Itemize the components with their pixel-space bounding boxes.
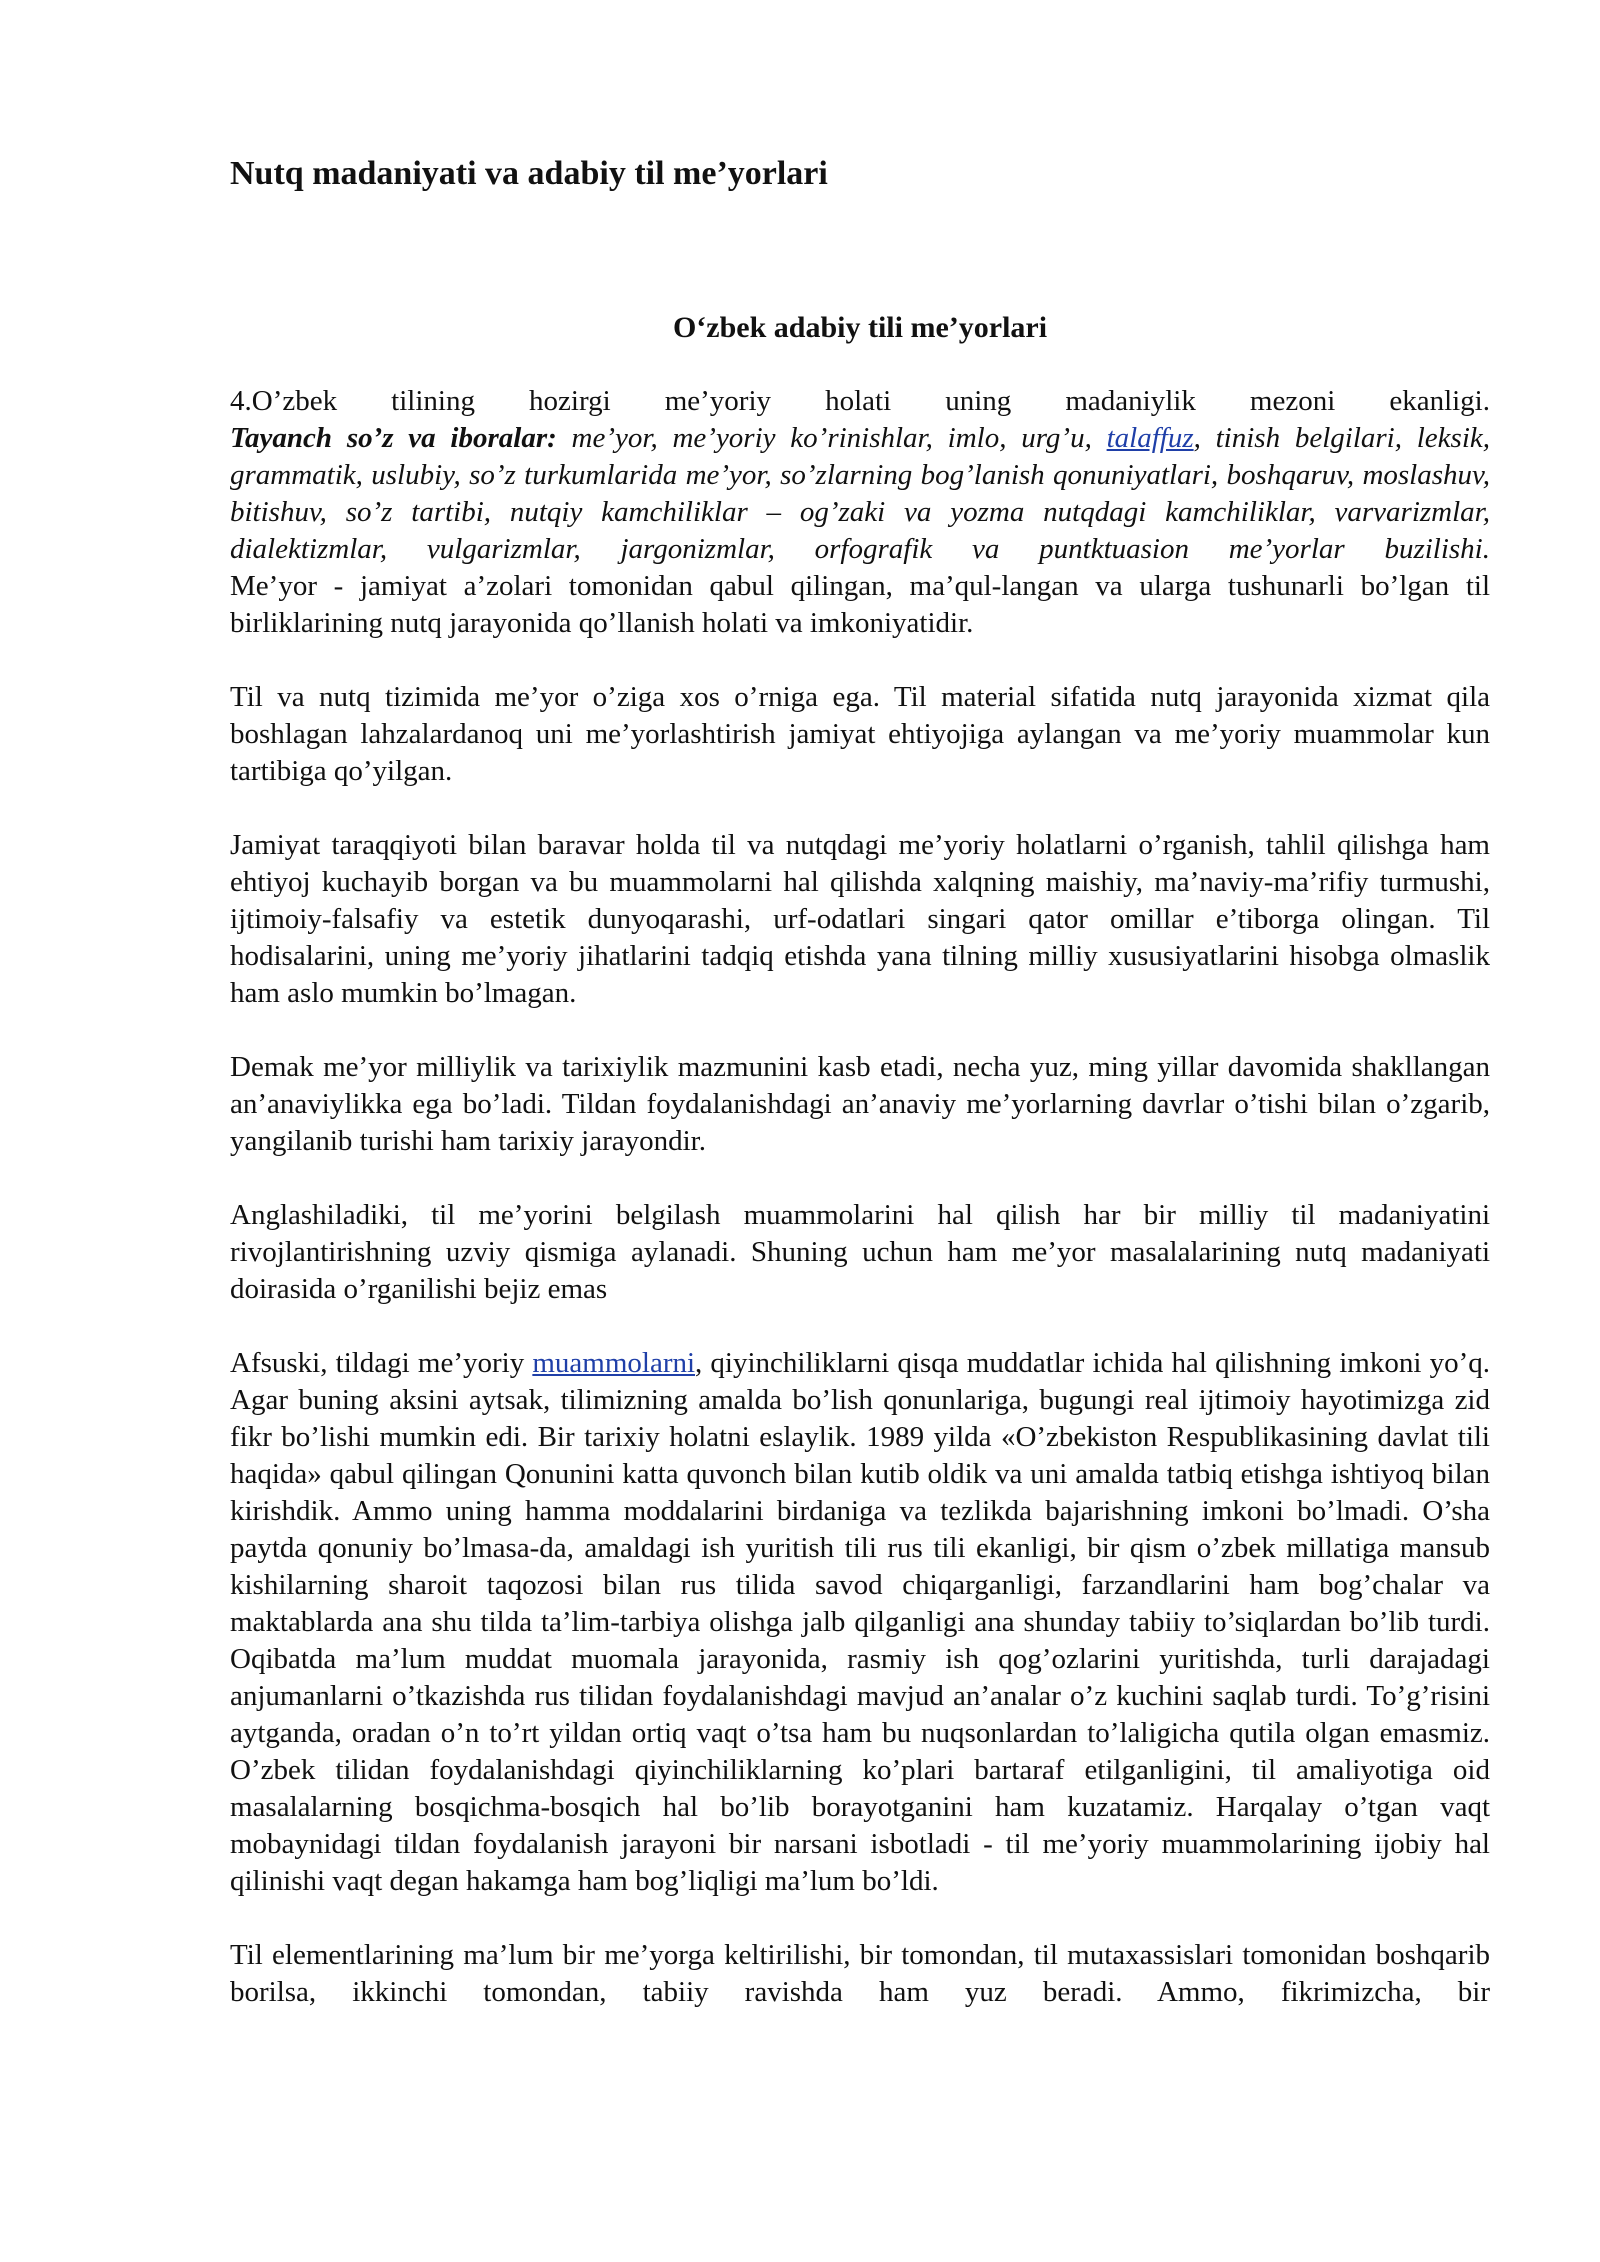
document-title: Nutq madaniyati va adabiy til me’yorlari [230, 155, 828, 192]
keywords-text-start: me’yor, me’yoriy ko’rinishlar, imlo, urg’u, [556, 422, 1107, 454]
afsuski-text-start: Afsuski, tildagi me’yoriy [230, 1347, 533, 1379]
muammolarni-link[interactable]: muammolarni [532, 1347, 696, 1379]
afsuski-text-end: , qiyinchiliklarni qisqa muddatlar ichida hal qilishning imkoni yo’q. Agar buning aksini aytsak, tilimizning amalda bo’lish qonunlariga, bugungi real ijtimoiy hayotimizga zid fikr bo’lishi mumkin edi. Bir tarixiy holatni eslaylik. 1989 yilda «O’zbekiston Respublikasining davlat tili haqida» qabul qilingan Qonunini katta quvonch bilan kutib oldik va uni amalda tatbiq etishga ishtiyoq bilan kirishdik. Ammo uning hamma moddalarini birdaniga va tezlikda bajarishning imkoni bo’lmadi. O’sha paytda qonuniy bo’lmasa-da, amaldagi ish yuritish tili rus tili ekanligi, bir qism o’zbek millatiga mansub kishilarning sharoit taqozosi bilan rus tilida savod chiqarganligi, farzandlarini ham bog’chalar va maktablarda ana shu tilda ta’lim-tarbiya olishga jalb qilganligi ana shunday tabiiy to’siqlardan bo’lib turdi. Oqibatda ma’lum muddat muomala jarayonida, rasmiy ish qog’ozlarini yuritishda, turli darajadagi anjumanlarni o’tkazishda rus tilidan foydalanishdagi mavjud an’analar o’z kuchini saqlab turdi. To’g’risini aytganda, oradan o’n to’rt yildan ortiq vaqt o’tsa ham bu nuqsonlardan to’laligicha qutila olgan emasmiz. O’zbek tilidan foydalanishdagi qiyinchiliklarning ko’plari bartaraf etilganligini, til amaliyotiga oid masalalarning bosqichma-bosqich hal bo’lib borayotganini ham kuzatamiz. Harqalay o’tgan vaqt mobaynidagi tildan foydalanish jarayoni bir narsani isbotladi - til me’yoriy muammolarining ijobiy hal qilinishi vaqt degan hakamga ham bog’liqligi ma’lum bo’ldi. [230, 1347, 1490, 1897]
paragraph-meyor-definition: Me’yor - jamiyat a’zolari tomonidan qabul qilingan, ma’qul-langan va ularga tushunarli bo’lgan til birliklarining nutq jarayonida qo’llanish holati va imkoniyatidir. [230, 570, 1490, 639]
section-title: O‘zbek adabiy tili me’yorlari [672, 311, 1048, 344]
keywords-text-end: , tinish belgilari, leksik, grammatik, uslubiy, so’z turkumlarida me’yor, so’zlarning bog’lanish qonuniyatlari, boshqaruv, moslashuv, bitishuv, so’z tartibi, nutqiy kamchiliklar – og’zaki va yozma nutqdagi kamchiliklar, varvarizmlar, dialektizmlar, vulgarizmlar, jargonizmlar, orfografik va puntktuasion me’yorlar buzilishi. [230, 422, 1490, 565]
paragraph-til-va-nutq: Til va nutq tizimida me’yor o’ziga xos o’rniga ega. Til material sifatida nutq jarayonida xizmat qila boshlagan lahzalardanoq uni me’yorlashtirish jamiyat ehtiyojiga aylangan va me’yoriy muammolar kun tartibiga qo’yilgan. [230, 681, 1490, 787]
paragraph-demak: Demak me’yor milliylik va tarixiylik mazmunini kasb etadi, necha yuz, ming yillar davomida shakllangan an’anaviylikka ega bo’ladi. Tildan foydalanishdagi an’anaviy me’yorlarning davrlar o’tishi bilan o’zgarib, yangilanib turishi ham tarixiy jarayondir. [230, 1051, 1490, 1157]
paragraph-afsuski [230, 1345, 1490, 1900]
talaffuz-link[interactable]: talaffuz [1106, 422, 1194, 454]
paragraph-anglashiladiki: Anglashiladiki, til me’yorini belgilash muammolarini hal qilish har bir milliy til madaniyatini rivojlantirishning uzviy qismiga aylanadi. Shuning uchun ham me’yor masalalarining nutq madaniyati doirasida o’rganilishi bejiz emas [230, 1199, 1490, 1305]
paragraph-jamiyat: Jamiyat taraqqiyoti bilan baravar holda til va nutqdagi me’yoriy holatlarni o’rganish, tahlil qilishga ham ehtiyoj kuchayib borgan va bu muammolarni hal qilishda xalqning maishiy, ma’naviy-ma’rifiy turmushi, ijtimoiy-falsafiy va estetik dunyoqarashi, urf-odatlari singari qator omillar e’tiborga olingan. Til hodisalarini, uning me’yoriy jihatlarini tadqiq etishda yana tilning milliy xususiyatlarini hisobga olmaslik ham aslo mumkin bo’lmagan. [230, 829, 1490, 1009]
intro-line: 4.O’zbek tilining hozirgi me’yoriy holati uning madaniylik mezoni ekanligi. [230, 385, 1490, 417]
keywords-label: Tayanch so’z va iboralar: [230, 422, 557, 454]
paragraph-til-elementlari: Til elementlarining ma’lum bir me’yorga keltirilishi, bir tomondan, til mutaxassislari tomonidan boshqarib borilsa, ikkinchi tomondan, tabiiy ravishda ham yuz beradi. Ammo, fikrimizcha, bir [230, 1939, 1490, 2008]
keywords-paragraph [230, 420, 1490, 568]
document-body [230, 383, 1490, 2048]
